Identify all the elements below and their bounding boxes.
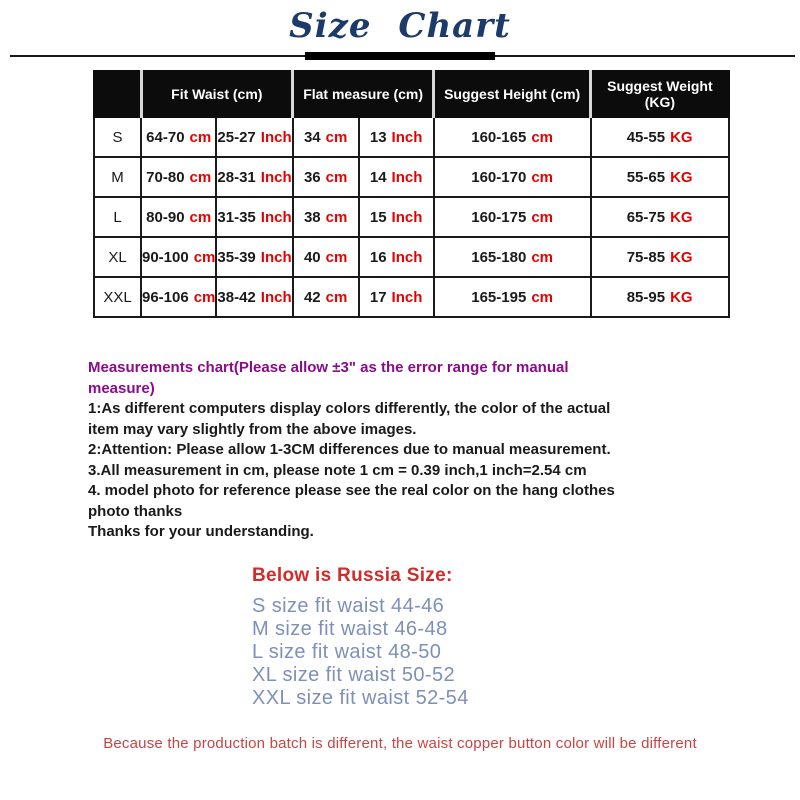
cell-unit: cm [193, 248, 216, 266]
cell-unit: cm [531, 128, 553, 146]
cell-waist-cm [141, 197, 216, 237]
russia-size-line: M size fit waist 46-48 [252, 618, 448, 640]
cell-unit: cm [531, 288, 553, 306]
cell-value: 160-170 [471, 168, 527, 186]
header-size-blank [94, 71, 141, 117]
cell-value: 80-90 [146, 208, 185, 226]
size-table [93, 70, 730, 318]
cell-value: 25-27 [217, 128, 256, 146]
russia-size-line: S size fit waist 44-46 [252, 595, 445, 617]
cell-value: 38 [303, 208, 321, 226]
cell-height [434, 197, 591, 237]
notes-heading-line: Measurements chart(Please allow ±3" as the error range for manual [88, 359, 569, 376]
cell-height [434, 277, 591, 317]
header-suggest-weight: Suggest Weight (KG) [591, 71, 729, 117]
cell-unit: Inch [260, 248, 292, 266]
cell-value: 38-42 [217, 288, 256, 306]
note-line: 4. model photo for reference please see the real color on the hang clothes [88, 482, 615, 499]
cell-unit: cm [531, 168, 553, 186]
size-label: M [94, 157, 141, 197]
cell-value: 64-70 [146, 128, 185, 146]
cell-unit: Inch [391, 208, 423, 226]
russia-size-heading: Below is Russia Size: [252, 565, 453, 586]
cell-value: 16 [369, 248, 387, 266]
cell-unit: cm [189, 208, 212, 226]
cell-value: 165-180 [471, 248, 527, 266]
header-fit-waist: Fit Waist (cm) [141, 71, 293, 117]
russia-size-line: XL size fit waist 50-52 [252, 664, 455, 686]
table-row [94, 117, 729, 157]
cell-unit: cm [325, 248, 348, 266]
size-label: S [94, 117, 141, 157]
cell-value: 90-100 [142, 248, 189, 266]
cell-value: 15 [369, 208, 387, 226]
cell-flat-cm [293, 157, 359, 197]
cell-unit: Inch [260, 208, 292, 226]
size-label: XL [94, 237, 141, 277]
cell-value: 31-35 [217, 208, 256, 226]
page-title: Size Chart [289, 6, 511, 46]
cell-unit: cm [325, 168, 348, 186]
cell-unit: Inch [391, 288, 423, 306]
cell-waist-inch [216, 117, 292, 157]
cell-unit: cm [193, 288, 216, 306]
cell-height [434, 237, 591, 277]
cell-value: 65-75 [626, 208, 666, 226]
note-line: 3.All measurement in cm, please note 1 cm = 0.39 inch,1 inch=2.54 cm [88, 461, 587, 479]
cell-value: 13 [369, 128, 387, 146]
cell-weight [591, 197, 729, 237]
russia-size-line: L size fit waist 48-50 [252, 641, 442, 663]
cell-unit: Inch [391, 248, 423, 266]
production-batch-note: Because the production batch is different, the waist copper button color will be different [103, 735, 697, 752]
cell-unit: KG [670, 168, 693, 186]
size-label: XXL [94, 277, 141, 317]
cell-flat-inch [359, 277, 434, 317]
cell-unit: Inch [260, 288, 292, 306]
russia-size-section [252, 565, 469, 710]
cell-weight [591, 117, 729, 157]
cell-weight [591, 277, 729, 317]
cell-value: 75-85 [626, 248, 666, 266]
notes-heading-line: measure) [88, 379, 155, 397]
table-header-row [94, 71, 729, 117]
cell-unit: Inch [391, 128, 423, 146]
cell-weight [591, 157, 729, 197]
cell-value: 36 [303, 168, 321, 186]
cell-waist-cm [141, 237, 216, 277]
cell-unit: KG [670, 208, 693, 226]
cell-flat-inch [359, 117, 434, 157]
table-row [94, 157, 729, 197]
note-line: 2:Attention: Please allow 1-3CM differences due to manual measurement. [88, 441, 611, 458]
cell-value: 160-175 [471, 208, 527, 226]
cell-value: 70-80 [146, 168, 185, 186]
header-suggest-height: Suggest Height (cm) [434, 71, 591, 117]
cell-waist-inch [216, 157, 292, 197]
cell-unit: cm [325, 288, 348, 306]
cell-waist-inch [216, 277, 292, 317]
cell-unit: Inch [391, 168, 423, 186]
cell-height [434, 157, 591, 197]
cell-value: 17 [369, 288, 387, 306]
table-row [94, 277, 729, 317]
cell-unit: KG [670, 248, 693, 266]
cell-value: 42 [303, 288, 321, 306]
cell-flat-inch [359, 157, 434, 197]
cell-waist-inch [216, 237, 292, 277]
russia-size-line: XXL size fit waist 52-54 [252, 687, 469, 709]
cell-unit: Inch [260, 168, 292, 186]
cell-flat-cm [293, 117, 359, 157]
notes-section [88, 358, 728, 543]
cell-unit: Inch [260, 128, 292, 146]
cell-value: 55-65 [626, 168, 666, 186]
cell-waist-inch [216, 197, 292, 237]
cell-flat-inch [359, 237, 434, 277]
cell-unit: cm [531, 208, 553, 226]
cell-waist-cm [141, 277, 216, 317]
cell-waist-cm [141, 157, 216, 197]
cell-value: 34 [303, 128, 321, 146]
table-row [94, 197, 729, 237]
cell-value: 160-165 [471, 128, 527, 146]
header-flat-measure: Flat measure (cm) [293, 71, 434, 117]
cell-flat-cm [293, 277, 359, 317]
cell-value: 45-55 [626, 128, 666, 146]
cell-value: 28-31 [217, 168, 256, 186]
cell-value: 35-39 [217, 248, 256, 266]
note-line: item may vary slightly from the above images. [88, 420, 417, 438]
cell-value: 14 [369, 168, 387, 186]
cell-unit: KG [670, 288, 693, 306]
cell-unit: cm [325, 128, 348, 146]
cell-waist-cm [141, 117, 216, 157]
cell-value: 85-95 [626, 288, 666, 306]
cell-unit: cm [325, 208, 348, 226]
size-label: L [94, 197, 141, 237]
note-line: 1:As different computers display colors differently, the color of the actual [88, 400, 611, 417]
note-line: photo thanks [88, 502, 183, 520]
cell-value: 40 [303, 248, 321, 266]
note-line: Thanks for your understanding. [88, 523, 314, 540]
cell-unit: cm [189, 168, 212, 186]
cell-flat-cm [293, 197, 359, 237]
cell-weight [591, 237, 729, 277]
cell-value: 165-195 [471, 288, 527, 306]
cell-height [434, 117, 591, 157]
cell-flat-cm [293, 237, 359, 277]
table-row [94, 237, 729, 277]
cell-flat-inch [359, 197, 434, 237]
title-divider-bar [305, 52, 495, 60]
cell-unit: cm [531, 248, 553, 266]
cell-unit: KG [670, 128, 693, 146]
cell-value: 96-106 [142, 288, 189, 306]
cell-unit: cm [189, 128, 212, 146]
